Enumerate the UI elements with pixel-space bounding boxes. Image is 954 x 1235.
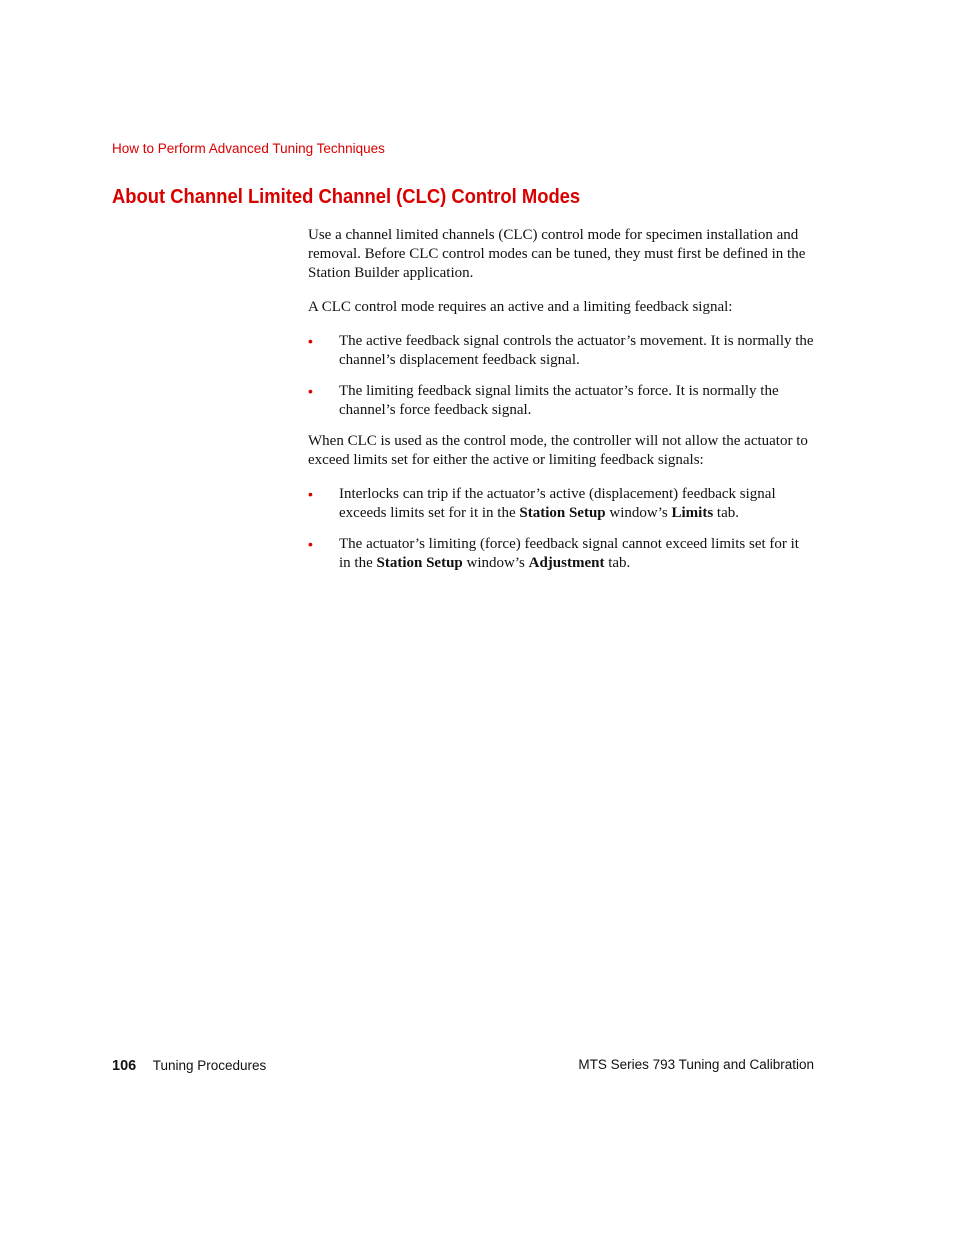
limits-list [308, 485, 814, 573]
chapter-name: Tuning Procedures [152, 1058, 267, 1073]
bullet-icon: • [308, 383, 313, 399]
list-item [308, 535, 814, 573]
list-item-text: The limiting feedback signal limits the actuator’s force. It is normally the channel’s force feedback signal. [339, 383, 779, 418]
page-number: 106 [112, 1058, 137, 1074]
list-item-text: The actuator’s limiting (force) feedback signal cannot exceed limits set for it in the Station Setup window’s Adjustment tab. [339, 536, 799, 571]
list-item [308, 382, 814, 420]
bullet-icon: • [308, 536, 313, 552]
feedback-signal-list [308, 332, 814, 420]
bullet-icon: • [308, 486, 313, 502]
ui-term-limits: Limits [671, 505, 714, 521]
clc-limits-paragraph: When CLC is used as the control mode, the controller will not allow the actuator to exceed limits set for either the active or limiting feedback signals: [308, 433, 808, 468]
footer-left [112, 1058, 266, 1074]
body-column [308, 226, 814, 585]
bullet-icon: • [308, 333, 313, 349]
intro-paragraph: Use a channel limited channels (CLC) control mode for specimen installation and removal. Before CLC control modes can be tuned, they must first be defined in the Station Builder application. [308, 227, 806, 281]
requirement-paragraph: A CLC control mode requires an active and a limiting feedback signal: [308, 299, 733, 315]
list-item-text: The active feedback signal controls the actuator’s movement. It is normally the channel’s displacement feedback signal. [339, 333, 814, 368]
book-title: MTS Series 793 Tuning and Calibration [578, 1057, 814, 1072]
running-head: How to Perform Advanced Tuning Techniques [112, 141, 385, 156]
ui-term-station-setup: Station Setup [376, 555, 463, 571]
list-item [308, 485, 814, 523]
ui-term-station-setup: Station Setup [519, 505, 606, 521]
list-item-text: Interlocks can trip if the actuator’s active (displacement) feedback signal exceeds limits set for it in the Station Setup window’s Limits tab. [339, 486, 776, 521]
section-title: About Channel Limited Channel (CLC) Control Modes [112, 186, 581, 208]
list-item [308, 332, 814, 370]
ui-term-adjustment: Adjustment [528, 555, 605, 571]
